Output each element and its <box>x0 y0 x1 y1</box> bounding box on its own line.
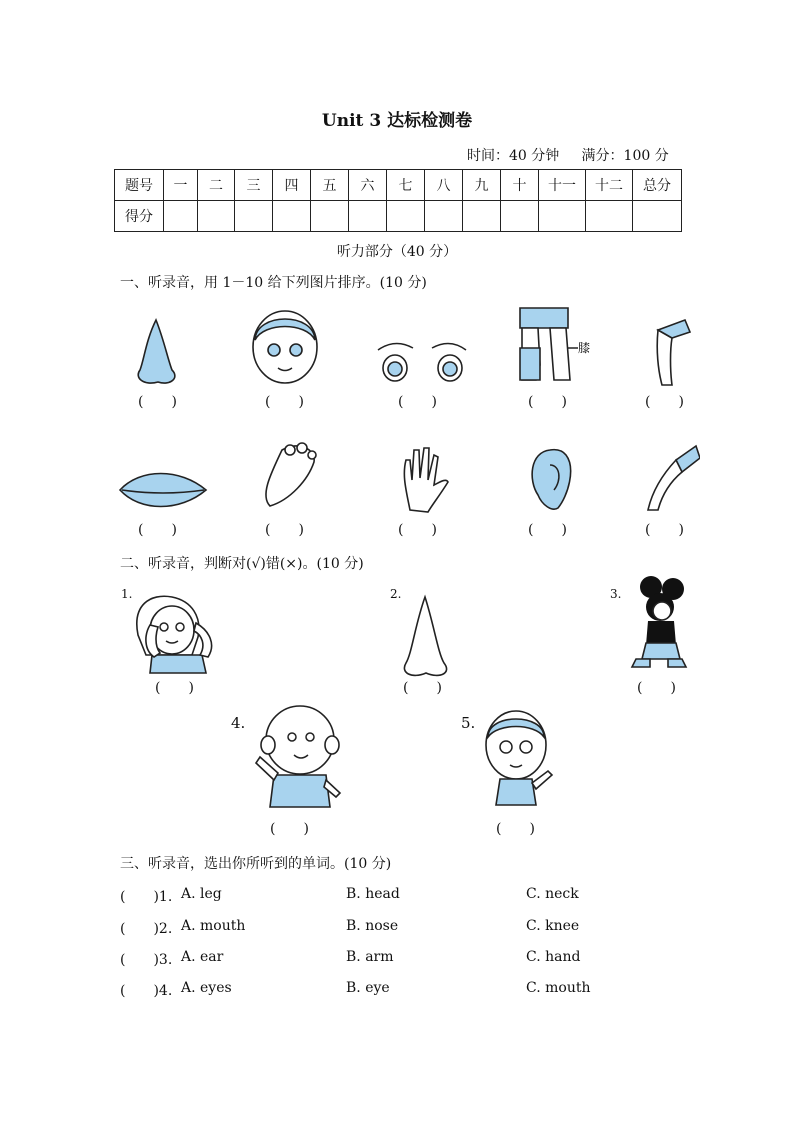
section2-title: 二、听录音，判断对(√)错(×)。(10 分) <box>120 556 364 572</box>
score-table-header-row <box>115 170 682 201</box>
score-cell[interactable] <box>501 201 539 232</box>
answer-paren[interactable]: ( ) <box>528 522 567 538</box>
knee-icon <box>520 308 578 380</box>
question-prefix[interactable]: ( )4. <box>120 983 173 999</box>
question-number: 5. <box>461 714 476 732</box>
score-header-cell: 七 <box>387 170 425 201</box>
option-a: A. eyes <box>181 980 232 996</box>
score-header-cell: 五 <box>311 170 349 201</box>
option-b: B. nose <box>346 918 399 934</box>
option-c: C. knee <box>526 918 580 934</box>
question-number: 4. <box>231 714 246 732</box>
foot-icon <box>266 443 316 506</box>
score-header-cell: 题号 <box>115 170 164 201</box>
answer-paren[interactable]: ( ) <box>403 680 442 696</box>
answer-paren[interactable]: ( ) <box>496 821 535 837</box>
option-a: A. ear <box>181 949 224 965</box>
answer-paren[interactable]: ( ) <box>265 394 304 410</box>
mickey-mouse-icon <box>632 576 686 667</box>
score-cell[interactable] <box>235 201 273 232</box>
page-title: Unit 3 达标检测卷 <box>321 111 473 131</box>
option-a: A. leg <box>181 886 222 902</box>
mouth-icon <box>120 474 206 507</box>
score-cell[interactable] <box>349 201 387 232</box>
score-header-cell: 四 <box>273 170 311 201</box>
answer-paren[interactable]: ( ) <box>138 394 177 410</box>
answer-paren[interactable]: ( ) <box>155 680 194 696</box>
score-cell[interactable] <box>311 201 349 232</box>
answer-paren[interactable]: ( ) <box>265 522 304 538</box>
exam-meta <box>467 145 669 165</box>
listening-section-title: 听力部分（40 分） <box>336 244 458 260</box>
score-cell[interactable] <box>425 201 463 232</box>
score-cell[interactable] <box>198 201 235 232</box>
answer-paren[interactable]: ( ) <box>645 522 684 538</box>
score-table <box>114 169 682 232</box>
option-c: C. mouth <box>526 980 591 996</box>
option-b: B. arm <box>346 949 394 965</box>
question-number: 2. <box>390 587 402 601</box>
ear-icon <box>532 450 570 509</box>
section1-title: 一、听录音，用 1－10 给下列图片排序。(10 分) <box>120 275 427 291</box>
option-b: B. eye <box>346 980 390 996</box>
score-header-cell: 十一 <box>539 170 586 201</box>
score-header-cell: 十二 <box>586 170 633 201</box>
full-score: 满分：100 分 <box>581 148 669 164</box>
answer-paren[interactable]: ( ) <box>637 680 676 696</box>
hand-icon <box>404 448 448 512</box>
section2-pictures <box>120 575 700 825</box>
head-icon <box>253 311 317 383</box>
girl-touching-ear-icon <box>137 596 212 673</box>
score-header-cell: 总分 <box>633 170 682 201</box>
option-b: B. head <box>346 886 400 902</box>
answer-paren[interactable]: ( ) <box>398 394 437 410</box>
score-header-cell: 一 <box>164 170 198 201</box>
score-header-cell: 二 <box>198 170 235 201</box>
score-cell[interactable] <box>164 201 198 232</box>
score-header-cell: 六 <box>349 170 387 201</box>
baby-waving-icon <box>256 706 340 807</box>
option-c: C. hand <box>526 949 581 965</box>
score-header-cell: 十 <box>501 170 539 201</box>
option-c: C. neck <box>526 886 579 902</box>
nose-icon <box>138 320 175 383</box>
question-prefix[interactable]: ( )3. <box>120 952 173 968</box>
question-prefix[interactable]: ( )1. <box>120 889 173 905</box>
leg-icon <box>648 446 700 510</box>
answer-paren[interactable]: ( ) <box>270 821 309 837</box>
score-cell[interactable] <box>586 201 633 232</box>
option-a: A. mouth <box>181 918 246 934</box>
score-cell[interactable] <box>273 201 311 232</box>
answer-paren[interactable]: ( ) <box>528 394 567 410</box>
question-prefix[interactable]: ( )2. <box>120 921 173 937</box>
eyes-icon <box>378 343 466 381</box>
score-cell[interactable] <box>463 201 501 232</box>
score-header-cell: 九 <box>463 170 501 201</box>
answer-paren[interactable]: ( ) <box>138 522 177 538</box>
boy-waving-icon <box>486 711 552 805</box>
question-number: 1. <box>121 587 133 601</box>
section1-pictures <box>110 300 700 540</box>
score-cell[interactable] <box>539 201 586 232</box>
time-limit: 时间：40 分钟 <box>467 148 560 164</box>
section3-title: 三、听录音，选出你所听到的单词。(10 分) <box>120 856 392 872</box>
score-table-score-row <box>115 201 682 232</box>
score-row-label: 得分 <box>115 201 164 232</box>
question-number: 3. <box>610 587 622 601</box>
score-cell[interactable] <box>633 201 682 232</box>
score-header-cell: 八 <box>425 170 463 201</box>
answer-paren[interactable]: ( ) <box>398 522 437 538</box>
arm-icon <box>657 320 690 385</box>
score-cell[interactable] <box>387 201 425 232</box>
answer-paren[interactable]: ( ) <box>645 394 684 410</box>
score-header-cell: 三 <box>235 170 273 201</box>
nose-icon <box>404 597 446 675</box>
knee-label: 膝 <box>578 341 591 355</box>
